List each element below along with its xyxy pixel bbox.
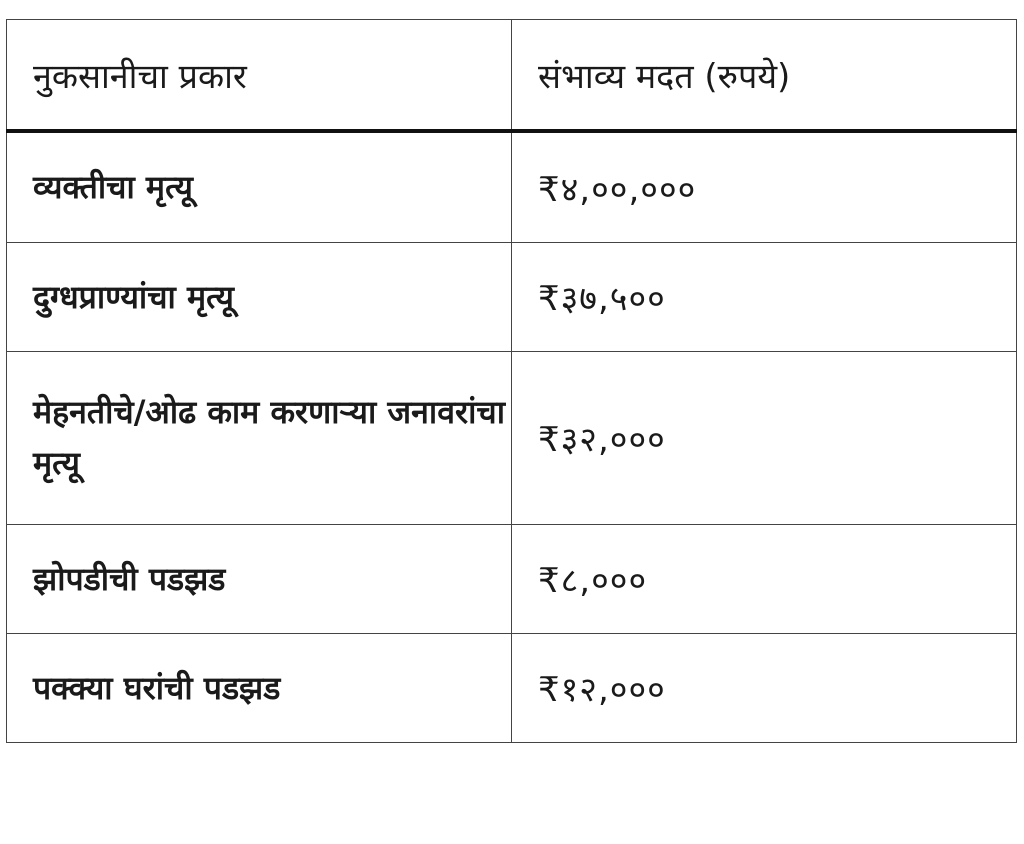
loss-type-cell: व्यक्तीचा मृत्यू [7,131,512,243]
aid-amount-cell: ₹८,००० [512,525,1017,634]
header-loss-type: नुकसानीचा प्रकार [7,20,512,132]
aid-amount-cell: ₹३२,००० [512,352,1017,525]
loss-type-cell: दुग्धप्राण्यांचा मृत्यू [7,243,512,352]
aid-amount-cell: ₹३७,५०० [512,243,1017,352]
table-row [7,243,1017,352]
table-body [7,131,1017,743]
table-row [7,634,1017,743]
header-possible-aid: संभाव्य मदत (रुपये) [512,20,1017,132]
compensation-table [6,19,1017,743]
header-row [7,20,1017,132]
table-header [7,20,1017,132]
loss-type-cell: मेहनतीचे/ओढ काम करणाऱ्या जनावरांचा मृत्यू [7,352,512,525]
aid-amount-cell: ₹४,००,००० [512,131,1017,243]
loss-type-cell: झोपडीची पडझड [7,525,512,634]
table-row [7,131,1017,243]
aid-amount-cell: ₹१२,००० [512,634,1017,743]
table-row [7,352,1017,525]
table-row [7,525,1017,634]
compensation-table-container [6,19,1016,743]
loss-type-cell: पक्क्या घरांची पडझड [7,634,512,743]
